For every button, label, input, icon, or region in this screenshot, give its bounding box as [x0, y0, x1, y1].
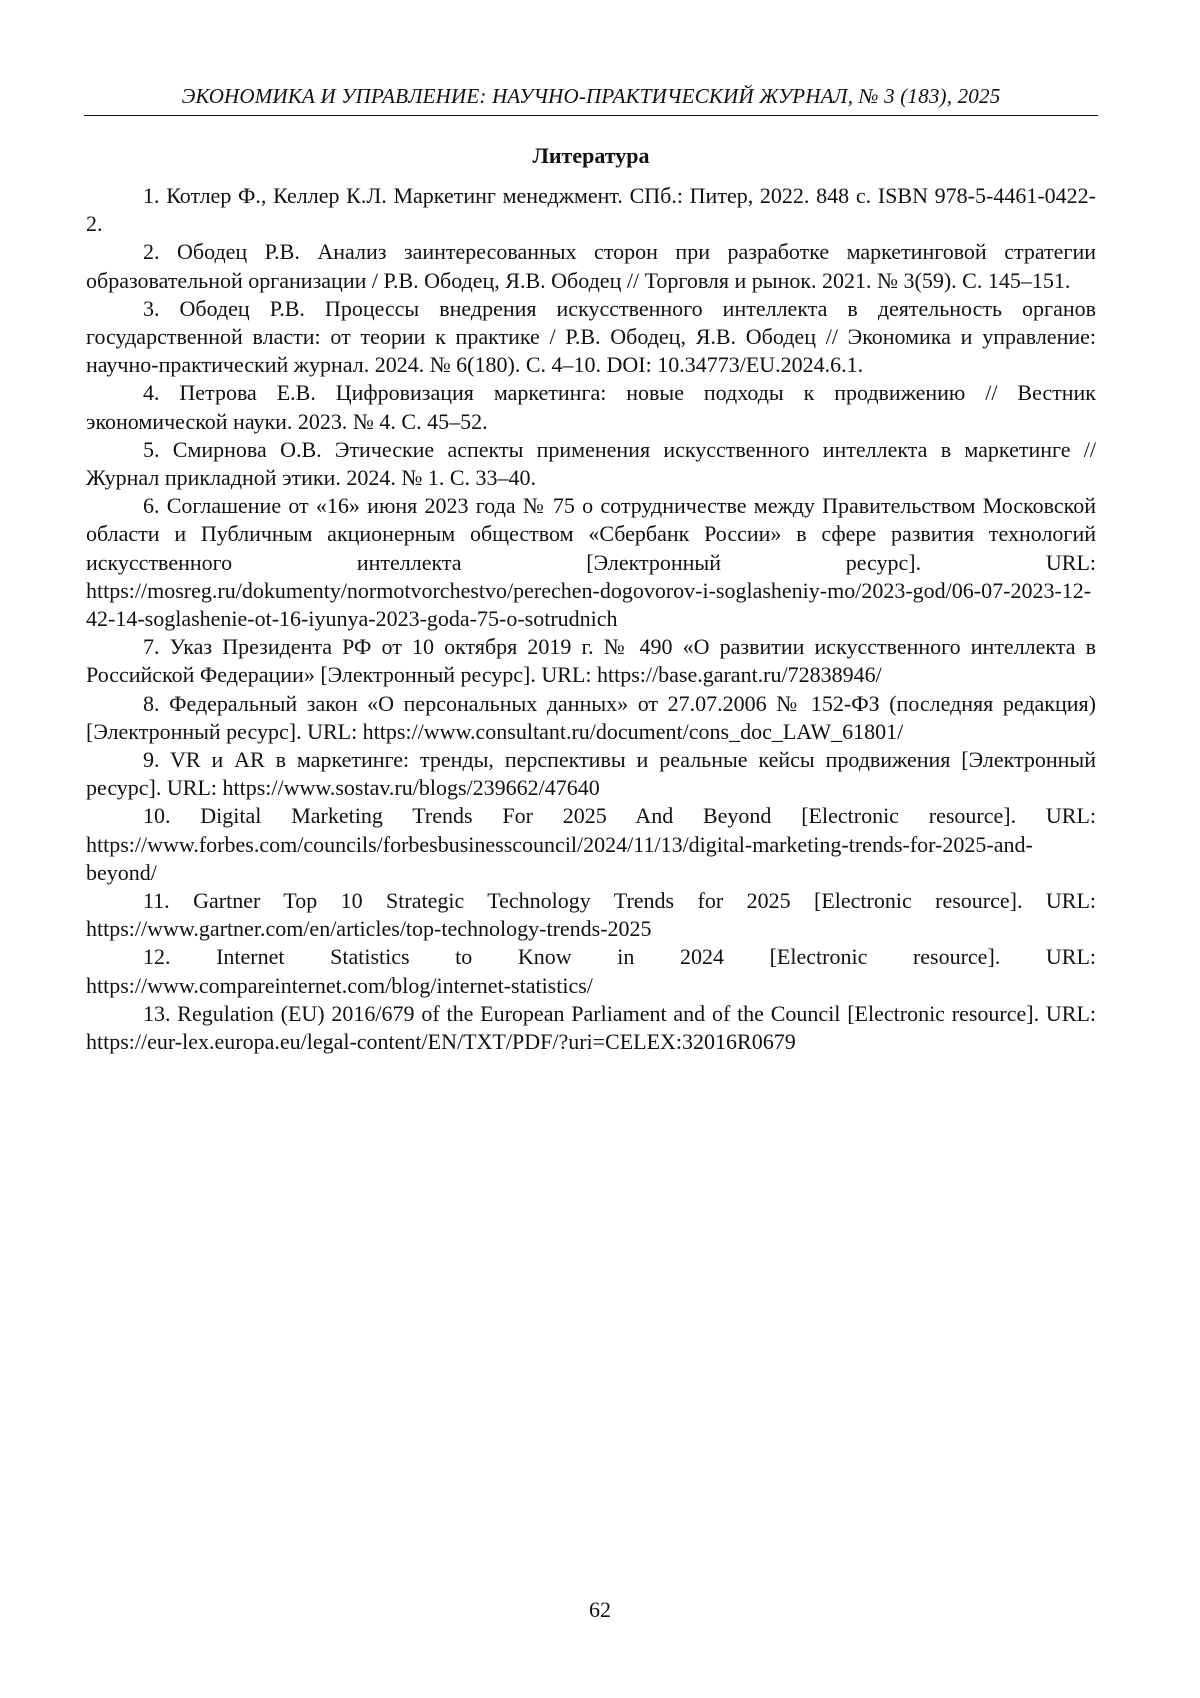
section-title: Литература	[84, 142, 1098, 170]
reference-item: 10. Digital Marketing Trends For 2025 And Beyond [Electronic resource]. URL: https://www.forbes.com/councils/forbesbusinesscouncil/2024/11/13/digital-marketing-trends-for-2025-and-beyond/	[86, 802, 1096, 887]
running-header: ЭКОНОМИКА И УПРАВЛЕНИЕ: НАУЧНО-ПРАКТИЧЕСКИЙ ЖУРНАЛ, № 3 (183), 2025	[84, 82, 1098, 110]
header-rule	[84, 115, 1098, 116]
reference-item: 13. Regulation (EU) 2016/679 of the European Parliament and of the Council [Electronic resource]. URL: https://eur-lex.europa.eu/legal-content/EN/TXT/PDF/?uri=CELEX:32016R0679	[86, 1000, 1096, 1056]
reference-list	[86, 182, 1096, 1056]
reference-item: 3. Ободец Р.В. Процессы внедрения искусственного интеллекта в деятельность органов государственной власти: от теории к практике / Р.В. Ободец, Я.В. Ободец // Экономика и управление: научно-практический журнал. 2024. № 6(180). С. 4–10. DOI: 10.34773/EU.2024.6.1.	[86, 295, 1096, 380]
reference-item: 9. VR и AR в маркетинге: тренды, перспективы и реальные кейсы продвижения [Электронный ресурс]. URL: https://www.sostav.ru/blogs/239662/47640	[86, 746, 1096, 802]
reference-item: 12. Internet Statistics to Know in 2024 [Electronic resource]. URL: https://www.compareinternet.com/blog/internet-statistics/	[86, 943, 1096, 999]
reference-item: 11. Gartner Top 10 Strategic Technology Trends for 2025 [Electronic resource]. URL: https://www.gartner.com/en/articles/top-technology-trends-2025	[86, 887, 1096, 943]
page-number: 62	[0, 1596, 1200, 1624]
reference-item: 2. Ободец Р.В. Анализ заинтересованных сторон при разработке маркетинговой стратегии образовательной организации / Р.В. Ободец, Я.В. Ободец // Торговля и рынок. 2021. № 3(59). С. 145–151.	[86, 238, 1096, 294]
reference-item: 4. Петрова Е.В. Цифровизация маркетинга: новые подходы к продвижению // Вестник экономической науки. 2023. № 4. С. 45–52.	[86, 379, 1096, 435]
reference-item: 8. Федеральный закон «О персональных данных» от 27.07.2006 № 152-ФЗ (последняя редакция) [Электронный ресурс]. URL: https://www.consultant.ru/document/cons_doc_LAW_61801/	[86, 690, 1096, 746]
reference-item: 5. Смирнова О.В. Этические аспекты применения искусственного интеллекта в маркетинге // Журнал прикладной этики. 2024. № 1. С. 33–40.	[86, 436, 1096, 492]
reference-item: 6. Соглашение от «16» июня 2023 года № 75 о сотрудничестве между Правительством Московской области и Публичным акционерным обществом «Сбербанк России» в сфере развития технологий искусственного интеллекта [Электронный ресурс]. URL: https://mosreg.ru/dokumenty/normotvorchestvo/perechen-dogovorov-i-soglasheniy-mo/2023-god/06-07-2023-12-42-14-soglashenie-ot-16-iyunya-2023-goda-75-o-sotrudnich	[86, 492, 1096, 633]
reference-item: 7. Указ Президента РФ от 10 октября 2019 г. № 490 «О развитии искусственного интеллекта в Российской Федерации» [Электронный ресурс]. URL: https://base.garant.ru/72838946/	[86, 633, 1096, 689]
reference-item: 1. Котлер Ф., Келлер К.Л. Маркетинг менеджмент. СПб.: Питер, 2022. 848 с. ISBN 978-5-4461-0422-2.	[86, 182, 1096, 238]
